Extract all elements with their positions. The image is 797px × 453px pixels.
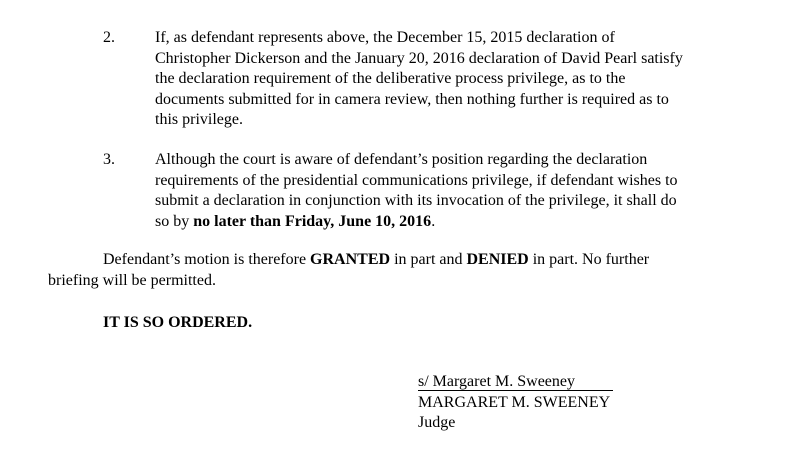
signature-line: s/ Margaret M. Sweeney — [418, 373, 613, 391]
conclusion-paragraph — [48, 250, 768, 291]
text-line: this privilege. — [155, 111, 243, 128]
item-number: 3. — [103, 151, 115, 168]
text-line: requirements of the presidential communications privilege, if defendant wishes to — [155, 171, 678, 189]
text-fragment: Defendant’s motion is therefore — [103, 251, 311, 268]
text-line: If, as defendant represents above, the December 15, 2015 declaration of — [155, 29, 615, 46]
item-text — [155, 28, 755, 131]
deadline-text: no later than Friday, June 10, 2016 — [193, 212, 432, 230]
text-fragment: . — [431, 212, 436, 230]
text-line: Christopher Dickerson and the January 20, 2016 declaration of David Pearl satisfy — [155, 49, 683, 67]
judge-name: MARGARET M. SWEENEY — [418, 393, 611, 411]
text-line: submit a declaration in conjunction with its invocation of the privilege, it shall do — [155, 192, 677, 209]
signature-block — [418, 372, 613, 434]
denied-text: DENIED — [466, 251, 529, 268]
text-fragment: in part and — [390, 251, 467, 268]
order-heading: IT IS SO ORDERED. — [103, 314, 253, 331]
text-line: documents submitted for in camera review, then nothing further is required as to — [155, 90, 669, 108]
judge-title: Judge — [418, 414, 456, 431]
text-line — [155, 212, 755, 233]
item-text — [155, 150, 755, 232]
text-line: Although the court is aware of defendant’s position regarding the declaration — [155, 151, 648, 168]
item-number: 2. — [103, 29, 115, 46]
text-fragment: in part. No further — [528, 251, 650, 268]
text-line — [48, 250, 768, 271]
text-line: the declaration requirement of the deliberative process privilege, as to the — [155, 70, 626, 87]
text-fragment: so by — [155, 212, 194, 230]
granted-text: GRANTED — [310, 251, 391, 268]
text-line: briefing will be permitted. — [48, 271, 216, 289]
